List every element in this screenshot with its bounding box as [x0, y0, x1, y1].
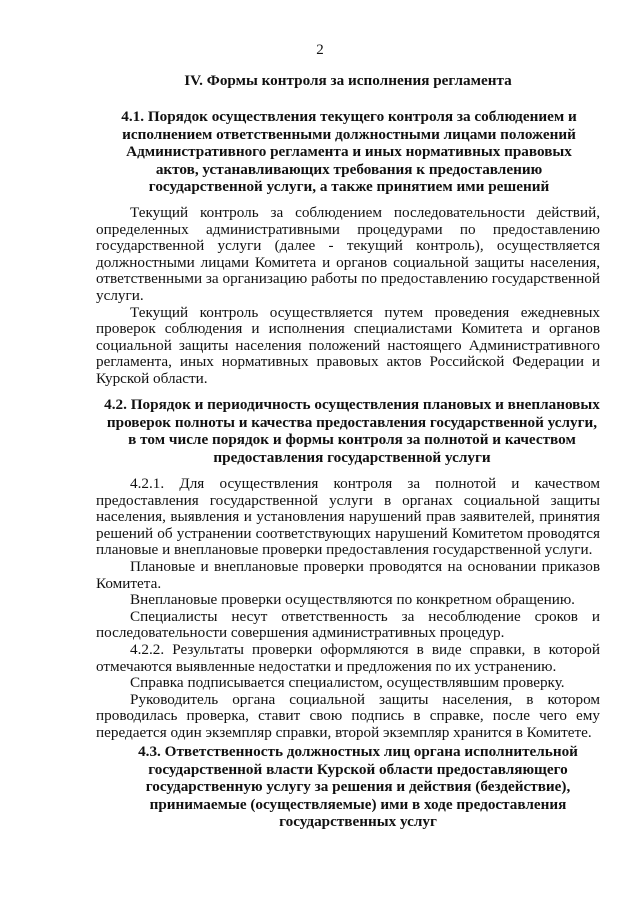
subsection-body-4-1 — [96, 205, 600, 388]
page-number: 2 — [316, 42, 324, 58]
paragraph: 4.2.2. Результаты проверки оформляются в виде справки, в которой отмечаются выявленные недостатки и предложения по их устранению. — [96, 640, 600, 675]
subsection-heading-4-1: 4.1. Порядок осуществления текущего контроля за соблюдением и исполнением ответственными должностными лицами положений Административного регламента и иных нормативных правовых актов, устанавливающих требования к предоставлению государственной услуги, а также принятием ими решений — [121, 108, 577, 196]
subsection-body-4-2 — [96, 476, 600, 742]
section-title: IV. Формы контроля за исполнения регламента — [184, 72, 512, 89]
paragraph: Специалисты несут ответственность за несоблюдение сроков и последовательности совершения административных процедур. — [96, 607, 600, 642]
paragraph: Справка подписывается специалистом, осуществлявшим проверку. — [130, 674, 565, 692]
subsection-heading-4-2: 4.2. Порядок и периодичность осуществления плановых и внеплановых проверок полноты и качества предоставления государственной услуги, в том числе порядок и формы контроля за полнотой и качеством предоставления государственной услуги — [104, 396, 600, 466]
paragraph: 4.2.1. Для осуществления контроля за полнотой и качеством предоставления государственной услуги в органах социальной защиты населения, выявления и установления нарушений прав заявителей, принятия решений об устранении соответствующих нарушений Комитетом проводятся плановые и внеплановые проверки предоставления государственной услуги. — [96, 475, 600, 559]
paragraph: Текущий контроль за соблюдением последовательности действий, определенных административными процедурами по предоставлению государственной услуги (далее - текущий контроль), осуществляется должностными лицами Комитета и органов социальной защиты населения, ответственными за организацию работы по предоставлению государственной услуги. — [96, 204, 600, 304]
subsection-heading-4-3: 4.3. Ответственность должностных лиц органа исполнительной государственной власти Курской области предоставляющего государственную услугу за решения и действия (бездействие), принимаемые (осуществляемые) ими в ходе предоставления государственных услуг — [138, 743, 578, 831]
paragraph: Руководитель органа социальной защиты населения, в котором проводилась проверка, ставит свою подпись в справке, после чего ему передается один экземпляр справки, второй экземпляр хранится в Комитете. — [96, 690, 600, 741]
paragraph: Текущий контроль осуществляется путем проведения ежедневных проверок соблюдения и исполнения специалистами Комитета и органов социальной защиты населения положений настоящего Административного регламента, иных нормативных правовых актов Российской Федерации и Курской области. — [96, 303, 600, 387]
paragraph: Внеплановые проверки осуществляются по конкретном обращению. — [130, 591, 575, 609]
paragraph: Плановые и внеплановые проверки проводятся на основании приказов Комитета. — [96, 557, 600, 592]
